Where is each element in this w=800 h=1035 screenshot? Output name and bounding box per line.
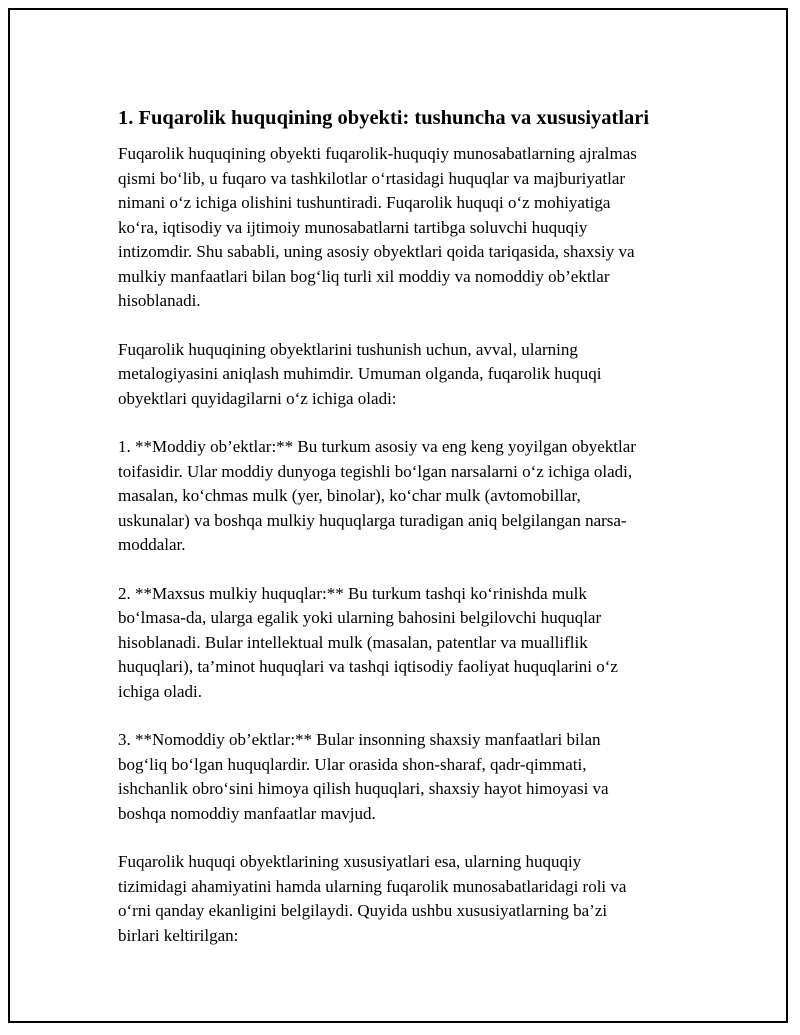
- document-body: [118, 94, 678, 972]
- list-item-non-material-objects: [118, 728, 678, 826]
- text-line: metalogiyasini aniqlash muhimdir. Umuman olganda, fuqarolik huquqi: [118, 364, 602, 383]
- text-line: ishchanlik obro‘sini himoya qilish huquqlari, shaxsiy hayot himoyasi va: [118, 779, 609, 798]
- paragraph-objects-overview: [118, 338, 678, 412]
- text-line: obyektlari quyidagilarni o‘z ichiga oladi:: [118, 388, 397, 408]
- page-frame: [8, 8, 788, 1023]
- text-line: bog‘liq bo‘lgan huquqlardir. Ular orasida shon-sharaf, qadr-qimmati,: [118, 754, 587, 774]
- text-line: Fuqarolik huquqining obyektlarini tushunish uchun, avval, ularning: [118, 339, 578, 359]
- text-line: toifasidir. Ular moddiy dunyoga tegishli bo‘lgan narsalarni o‘z ichiga oladi,: [118, 461, 633, 481]
- text-line: ichiga oladi.: [118, 681, 203, 701]
- text-line: uskunalar) va boshqa mulkiy huquqlarga turadigan aniq belgilangan narsa-: [118, 510, 627, 530]
- text-line: boshqa nomoddiy manfaatlar mavjud.: [118, 803, 376, 823]
- text-line: masalan, ko‘chmas mulk (yer, binolar), ko‘char mulk (avtomobillar,: [118, 486, 581, 505]
- text-line: nimani o‘z ichiga olishini tushuntiradi. Fuqarolik huquqi o‘z mohiyatiga: [118, 193, 611, 212]
- text-line: moddalar.: [118, 535, 186, 554]
- text-line: 1. **Moddiy ob’ektlar:** Bu turkum asosiy va eng keng yoyilgan obyektlar: [118, 437, 636, 456]
- list-item-special-property-rights: [118, 582, 678, 705]
- text-line: 3. **Nomoddiy ob’ektlar:** Bular insonning shaxsiy manfaatlari bilan: [118, 730, 601, 749]
- text-line: o‘rni qanday ekanligini belgilaydi. Quyida ushbu xususiyatlarning ba’zi: [118, 901, 608, 920]
- text-line: Fuqarolik huquqi obyektlarining xususiyatlari esa, ularning huquqiy: [118, 852, 582, 871]
- text-line: birlari keltirilgan:: [118, 925, 239, 945]
- text-line: bo‘lmasa-da, ularga egalik yoki ularning bahosini belgilovchi huquqlar: [118, 608, 602, 627]
- section-title: 1. Fuqarolik huquqining obyekti: tushuncha va xususiyatlari: [118, 107, 650, 129]
- text-line: Fuqarolik huquqining obyekti fuqarolik-huquqiy munosabatlarning ajralmas: [118, 144, 637, 163]
- text-line: mulkiy manfaatlari bilan bog‘liq turli xil moddiy va nomoddiy ob’ektlar: [118, 266, 610, 286]
- text-line: hisoblanadi. Bular intellektual mulk (masalan, patentlar va mualliflik: [118, 632, 588, 652]
- list-item-material-objects: [118, 435, 678, 558]
- text-line: huquqlari), ta’minot huquqlari va tashqi iqtisodiy faoliyat huquqlarini o‘z: [118, 657, 618, 676]
- text-line: tizimidagi ahamiyatini hamda ularning fuqarolik munosabatlaridagi roli va: [118, 876, 627, 896]
- text-line: hisoblanadi.: [118, 291, 201, 310]
- paragraph-intro: [118, 142, 678, 314]
- paragraph-characteristics: [118, 850, 678, 948]
- text-line: 2. **Maxsus mulkiy huquqlar:** Bu turkum tashqi ko‘rinishda mulk: [118, 583, 587, 603]
- text-line: intizomdir. Shu sababli, uning asosiy obyektlari qoida tariqasida, shaxsiy va: [118, 242, 635, 261]
- text-line: qismi bo‘lib, u fuqaro va tashkilotlar o‘rtasidagi huquqlar va majburiyatlar: [118, 168, 626, 188]
- text-line: ko‘ra, iqtisodiy va ijtimoiy munosabatlarni tartibga soluvchi huquqiy: [118, 217, 588, 237]
